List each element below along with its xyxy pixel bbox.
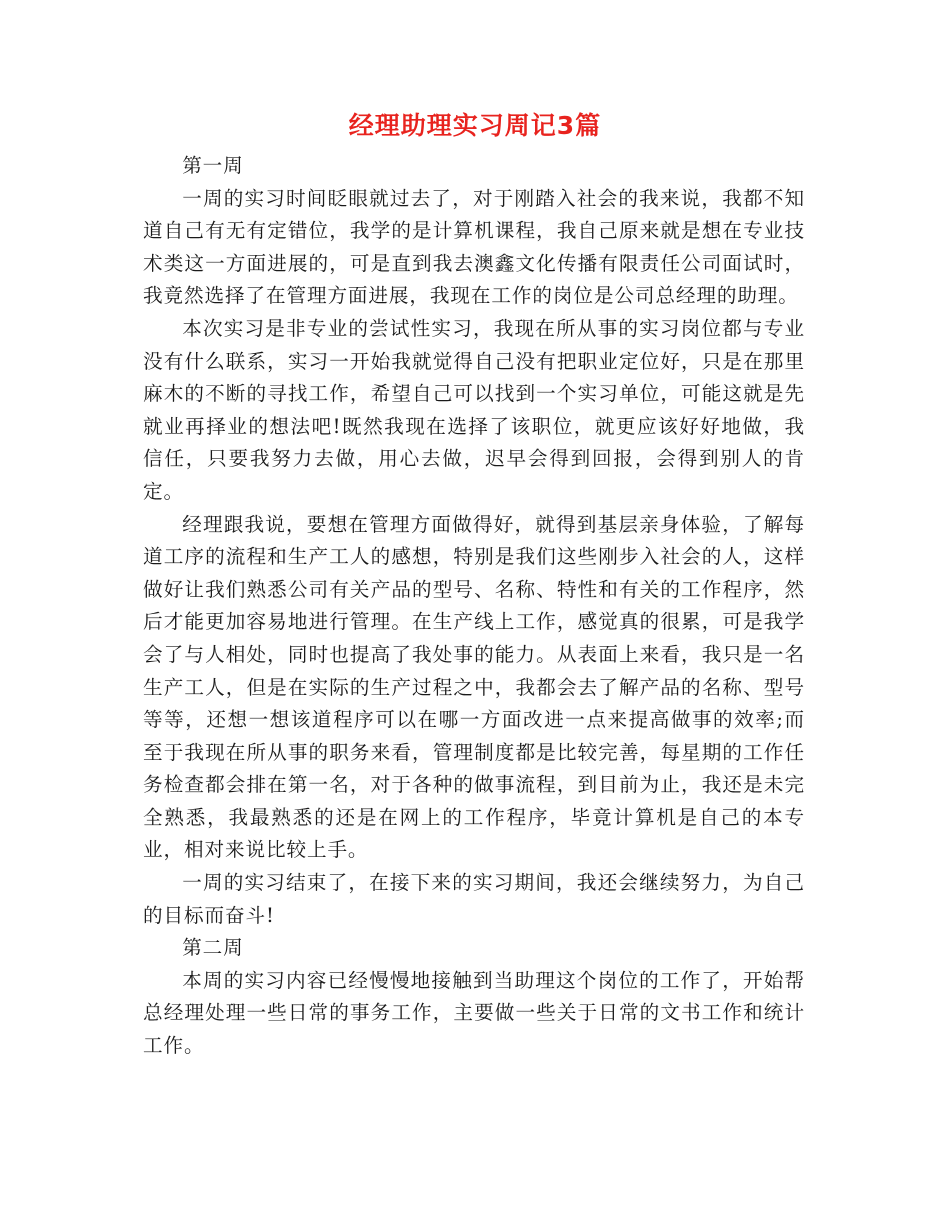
paragraph: 本周的实习内容已经慢慢地接触到当助理这个岗位的工作了，开始帮总经理处理一些日常的事务工作，主要做一些关于日常的文书工作和统计工作。	[143, 968, 805, 1058]
document-body	[143, 150, 805, 1063]
paragraph: 一周的实习时间眨眼就过去了，对于刚踏入社会的我来说，我都不知道自己有无有定错位，我学的是计算机课程，我自己原来就是想在专业技术类这一方面进展的，可是直到我去澳鑫文化传播有限责任公司面试时，我竟然选择了在管理方面进展，我现在工作的岗位是公司总经理的助理。	[143, 186, 805, 308]
paragraph: 经理跟我说，要想在管理方面做得好，就得到基层亲身体验，了解每道工序的流程和生产工人的感想，特别是我们这些刚步入社会的人，这样做好让我们熟悉公司有关产品的型号、名称、特性和有关的工作程序，然后才能更加容易地进行管理。在生产线上工作，感觉真的很累，可是我学会了与人相处，同时也提高了我处事的能力。从表面上来看，我只是一名生产工人，但是在实际的生产过程之中，我都会去了解产品的名称、型号等等，还想一想该道程序可以在哪一方面改进一点来提高做事的效率;而至于我现在所从事的职务来看，管理制度都是比较完善，每星期的工作任务检查都会排在第一名，对于各种的做事流程，到目前为止，我还是未完全熟悉，我最熟悉的还是在网上的工作程序，毕竟计算机是自己的本专业，相对来说比较上手。	[143, 512, 805, 862]
section-heading-week-1: 第一周	[182, 154, 244, 177]
paragraph: 一周的实习结束了，在接下来的实习期间，我还会继续努力，为自己的目标而奋斗!	[143, 871, 805, 927]
paragraph: 本次实习是非专业的尝试性实习，我现在所从事的实习岗位都与专业没有什么联系，实习一开始我就觉得自己没有把职业定位好，只是在那里麻木的不断的寻找工作，希望自己可以找到一个实习单位，可能这就是先就业再择业的想法吧!既然我现在选择了该职位，就更应该好好地做，我信任，只要我努力去做，用心去做，迟早会得到回报，会得到别人的肯定。	[143, 316, 805, 503]
document-title: 经理助理实习周记3篇	[348, 111, 602, 140]
section-heading-week-2: 第二周	[182, 936, 244, 960]
